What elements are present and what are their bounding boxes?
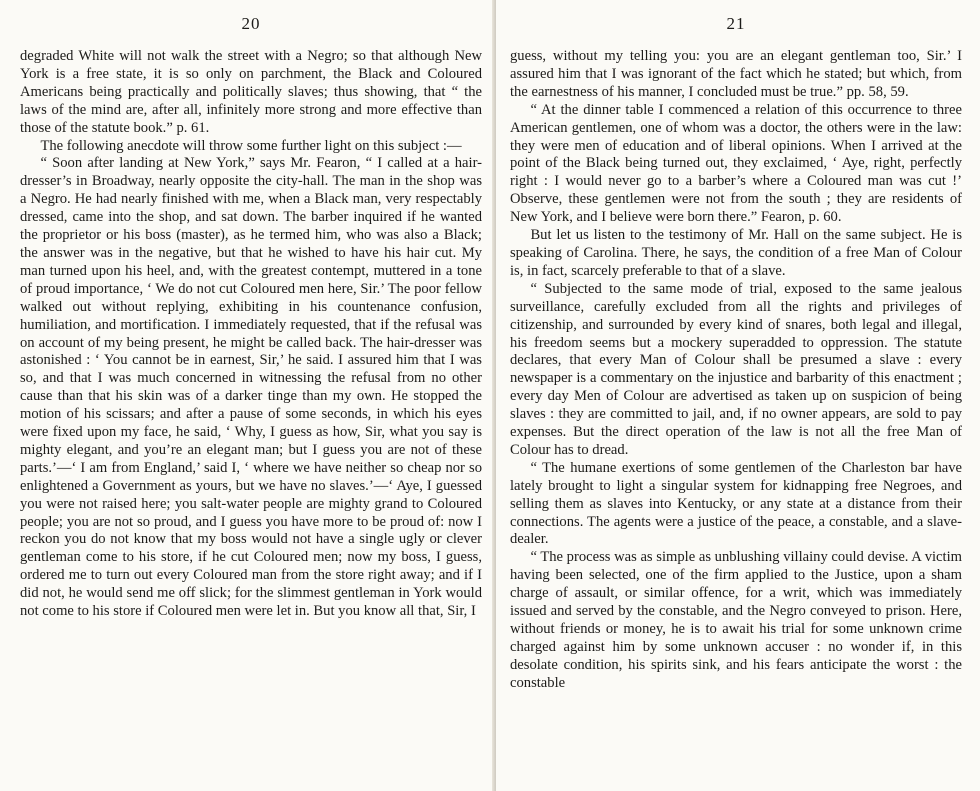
- paragraph: “ At the dinner table I commenced a relation of this occurrence to three American gentlemen, one of whom was a doctor, the others were in the law: they were men of education and of liberal opinions. When I arrived at the point of the Black being turned out, they exclaimed, ‘ Aye, right, perfectly right : I would never go to a barber’s where a Coloured man was cut !’ Observe, these gentlemen were not from the south ; they are residents of New York, and I believe were born there.” Fearon, p. 60.: [510, 101, 962, 226]
- paragraph: degraded White will not walk the street with a Negro; so that although New York is a free state, it is so only on parchment, the Black and Coloured Americans being practically and politically slaves; thus showing, that “ the laws of the mind are, after all, infinitely more strong and more effective than those of the statute book.” p. 61.: [20, 48, 482, 136]
- page-number-right: 21: [726, 14, 746, 33]
- paragraph: “ The humane exertions of some gentlemen of the Charleston bar have lately brought to light a singular system for kidnapping free Negroes, and selling them as slaves into Kentucky, or any state at a distance from their connections. The agents were a justice of the peace, a constable, and a slave-dealer.: [510, 459, 962, 548]
- paragraph: “ The process was as simple as unblushing villainy could devise. A victim having been selected, one of the firm applied to the Justice, upon a sham charge of assault, or similar offence, for a writ, which was immediately issued and served by the constable, and the Negro conveyed to prison. Here, without friends or money, he is to await his trial for some unknown crime charged against him by some unknown accuser : no wonder if, in this desolate condition, his spirits sink, and his fears anticipate the worst : the constable: [510, 549, 962, 691]
- right-page-text: [510, 48, 962, 693]
- paragraph: guess, without my telling you: you are an elegant gentleman too, Sir.’ I assured him that I was ignorant of the fact which he stated; but which, from the earnestness of his manner, I concluded must be true.” pp. 58, 59.: [510, 48, 962, 100]
- right-page: [496, 0, 980, 791]
- paragraph: “ Subjected to the same mode of trial, exposed to the same jealous surveillance, carefully excluded from all the rights and privileges of citizenship, and surrounded by every kind of snares, both legal and illegal, his freedom seems but a mockery superadded to oppression. The statute declares, that every Man of Colour shall be presumed a slave : every newspaper is a commentary on the injustice and barbarity of this enactment ; every day Men of Colour are advertised as taken up on suspicion of being slaves : they are committed to jail, and, if no owner appears, are sold to pay expenses. But the direct operation of the law is not all the free Man of Colour has to dread.: [510, 280, 962, 458]
- left-page-text: [20, 48, 482, 621]
- page-number-left: 20: [241, 14, 261, 33]
- paragraph: But let us listen to the testimony of Mr. Hall on the same subject. He is speaking of Carolina. There, he says, the condition of a free Man of Colour is, in fact, scarcely preferable to that of a slave.: [510, 227, 962, 279]
- paragraph: “ Soon after landing at New York,” says Mr. Fearon, “ I called at a hair-dresser’s in Broadway, nearly opposite the city-hall. The man in the shop was a Negro. He had nearly finished with me, when a Black man, very respectably dressed, came into the shop, and sat down. The barber inquired if he wanted the proprietor or his boss (master), as he termed him, who was also a Black; the answer was in the negative, but that he wished to have his hair cut. My man turned upon his heel, and, with the greatest contempt, muttered in a tone of proud importance, ‘ We do not cut Coloured men here, Sir.’ The poor fellow walked out without replying, exhibiting in his countenance confusion, humiliation, and mortification. I immediately requested, that if the refusal was on account of my being present, he might be called back. The hair-dresser was astonished : ‘ You cannot be in earnest, Sir,’ he said. I assured him that I was so, and that I was much concerned in witnessing the refusal from no other cause than that his skin was of a darker tinge than my own. He stopped the motion of his scissars; and after a pause of some seconds, in which his eyes were fixed upon my face, he said, ‘ Why, I guess as how, Sir, what you say is mighty elegant, and you’re an elegant man; but I guess you are not of these parts.’—‘ I am from England,’ said I, ‘ where we have neither so cheap nor so enlightened a Government as yours, but we have no slaves.’—‘ Aye, I guessed you were not raised here; you salt-water people are mighty grand to Coloured people; you are not so proud, and I guess you have more to be proud of: now I reckon you do not know that my boss would not have a single ugly or clever gentleman come to his store, if he cut Coloured men; now my boss, I guess, ordered me to turn out every Coloured man from the store right away; and if I did not, he would send me off slick; for the slimmest gentleman in York would not come to his store if Coloured men were let in. But you know all that, Sir, I: [20, 155, 482, 620]
- paragraph: The following anecdote will throw some further light on this subject :—: [40, 137, 462, 154]
